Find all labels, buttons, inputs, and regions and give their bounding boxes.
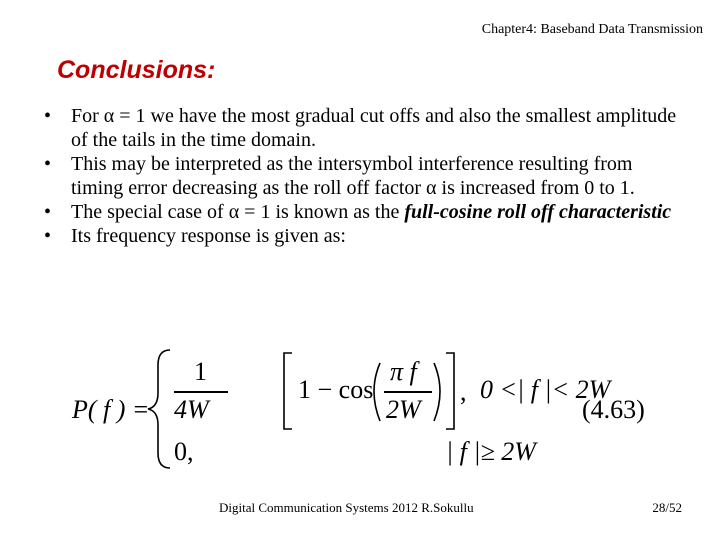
lhs: P( f ) = [72, 395, 150, 424]
fraction-bar-1 [174, 391, 228, 393]
bullet-item [44, 200, 684, 224]
fraction-bar-2 [384, 391, 432, 393]
bullet-text: Its frequency response is given as: [71, 225, 346, 247]
footer-text: Digital Communication Systems 2012 R.Sokullu [219, 500, 474, 515]
bullet-item [44, 104, 684, 152]
right-paren [434, 363, 440, 421]
equation-brackets [70, 345, 670, 475]
right-bracket [446, 353, 454, 429]
zero-case: 0, [174, 437, 194, 466]
comma: , [460, 377, 467, 406]
one-minus-cos: 1 − cos [298, 375, 374, 404]
equation-4-63 [70, 345, 670, 475]
equation-number: (4.63) [582, 395, 645, 424]
bullet-text: For α = 1 we have the most gradual cut offs and also the smallest amplitude of the tails in the time domain. [71, 105, 677, 151]
numerator-1: 1 [194, 357, 207, 386]
chapter-header: Chapter4: Baseband Data Transmission [481, 22, 703, 37]
left-paren [374, 363, 380, 421]
bullet-list [44, 104, 684, 248]
left-bracket [284, 353, 292, 429]
bullet-text: This may be interpreted as the intersymbol interference resulting from timing error decreasing as the roll off factor α is increased from 0 to 1. [71, 153, 635, 199]
left-brace [148, 350, 170, 468]
bullet-text: The special case of α = 1 is known as the [71, 201, 405, 223]
bullet-item [44, 152, 684, 200]
bullet-emphasis: full-cosine roll off characteristic [404, 201, 672, 223]
pi-f: π f [390, 357, 417, 386]
page-number: 28/52 [652, 500, 682, 515]
condition-2: | f |≥ 2W [446, 437, 536, 466]
two-w: 2W [386, 395, 421, 424]
slide-title: Conclusions: [57, 56, 216, 84]
bullet-item [44, 224, 684, 248]
condition-1: 0 <| f |< 2W [480, 375, 611, 404]
denominator-4w: 4W [174, 395, 209, 424]
